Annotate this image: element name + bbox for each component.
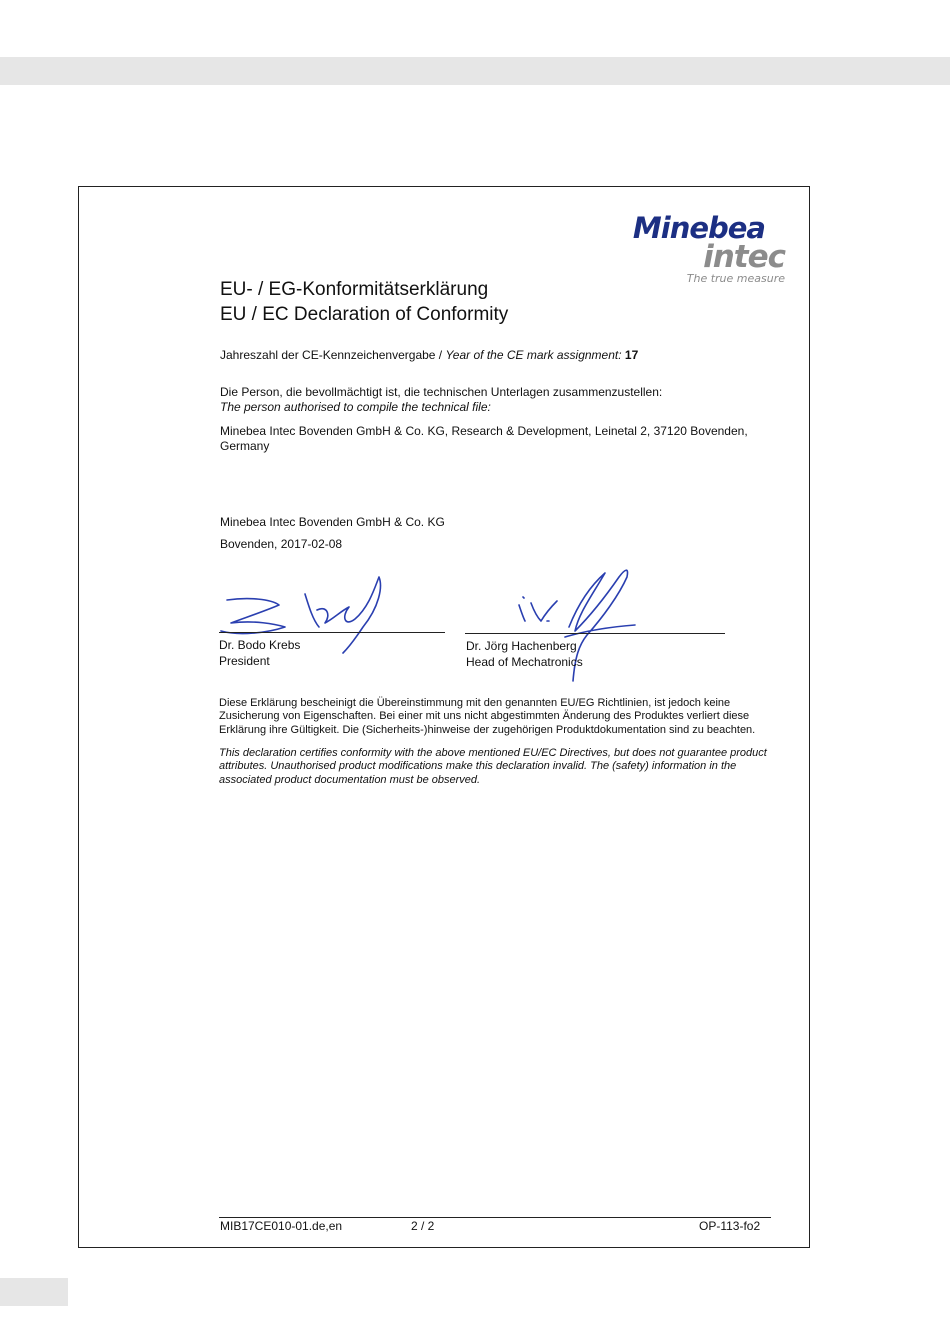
footer-doc-id: MIB17CE010-01.de,en (220, 1219, 343, 1233)
footer-form-id: OP-113-fo2 (699, 1219, 761, 1233)
ce-year-label-de: Jahreszahl der CE-Kennzeichenvergabe / (220, 348, 446, 362)
authorised-person-de: Die Person, die bevollmächtigt ist, die technischen Unterlagen zusammenzustellen: (220, 385, 663, 399)
logo-tagline: The true measure (686, 272, 785, 285)
signatory-name: Dr. Jörg Hachenberg (466, 639, 577, 653)
page-tab (0, 1278, 68, 1306)
minebea-intec-logo (599, 209, 799, 285)
title-en: EU / EC Declaration of Conformity (220, 304, 509, 325)
ce-year-label-en: Year of the CE mark assignment: (445, 348, 622, 362)
disclaimer-en: This declaration certifies conformity with the above mentioned EU/EC Directives, but does not guarantee product attributes. Unauthorised product modifications make this declaration invalid. The (safety) information in the associated product documentation must be observed. (219, 747, 767, 786)
signatory-role: Head of Mechatronics (466, 655, 583, 669)
logo-sub: intec (703, 239, 785, 275)
ce-year-value: 17 (624, 348, 639, 362)
signatory-krebs (219, 637, 300, 669)
signatory-hachenberg (466, 638, 583, 670)
declaration-document (78, 186, 810, 1248)
footer-rule (219, 1217, 771, 1218)
header-band (0, 57, 950, 85)
title-de: EU- / EG-Konformitätserklärung (220, 279, 489, 300)
authorised-address: Minebea Intec Bovenden GmbH & Co. KG, Research & Development, Leinetal 2, 37120 Bovenden, Germany (220, 424, 748, 453)
signature-line-right (465, 633, 725, 634)
issuer-company: Minebea Intec Bovenden GmbH & Co. KG (220, 515, 445, 529)
disclaimer-de: Diese Erklärung bescheinigt die Übereinstimmung mit den genannten EU/EG Richtlinien, ist jedoch keine Zusicherung von Eigenschaften. Bei einer mit uns nicht abgestimmten Änderung des Produktes verliert diese Erklärung ihre Gültigkeit. Die (Sicherheits-)hinweise der zugehörigen Produktdokumentation sind zu beachten. (219, 697, 756, 736)
signatory-name: Dr. Bodo Krebs (219, 638, 301, 652)
footer-page-number: 2 / 2 (411, 1219, 435, 1233)
ce-year-line (220, 348, 638, 362)
authorised-person-en: The person authorised to compile the technical file: (220, 400, 491, 414)
logo-brand: Minebea (632, 211, 765, 245)
issuer-place-date: Bovenden, 2017-02-08 (220, 537, 343, 551)
signatory-role: President (219, 654, 270, 668)
signature-line-left (219, 632, 445, 633)
